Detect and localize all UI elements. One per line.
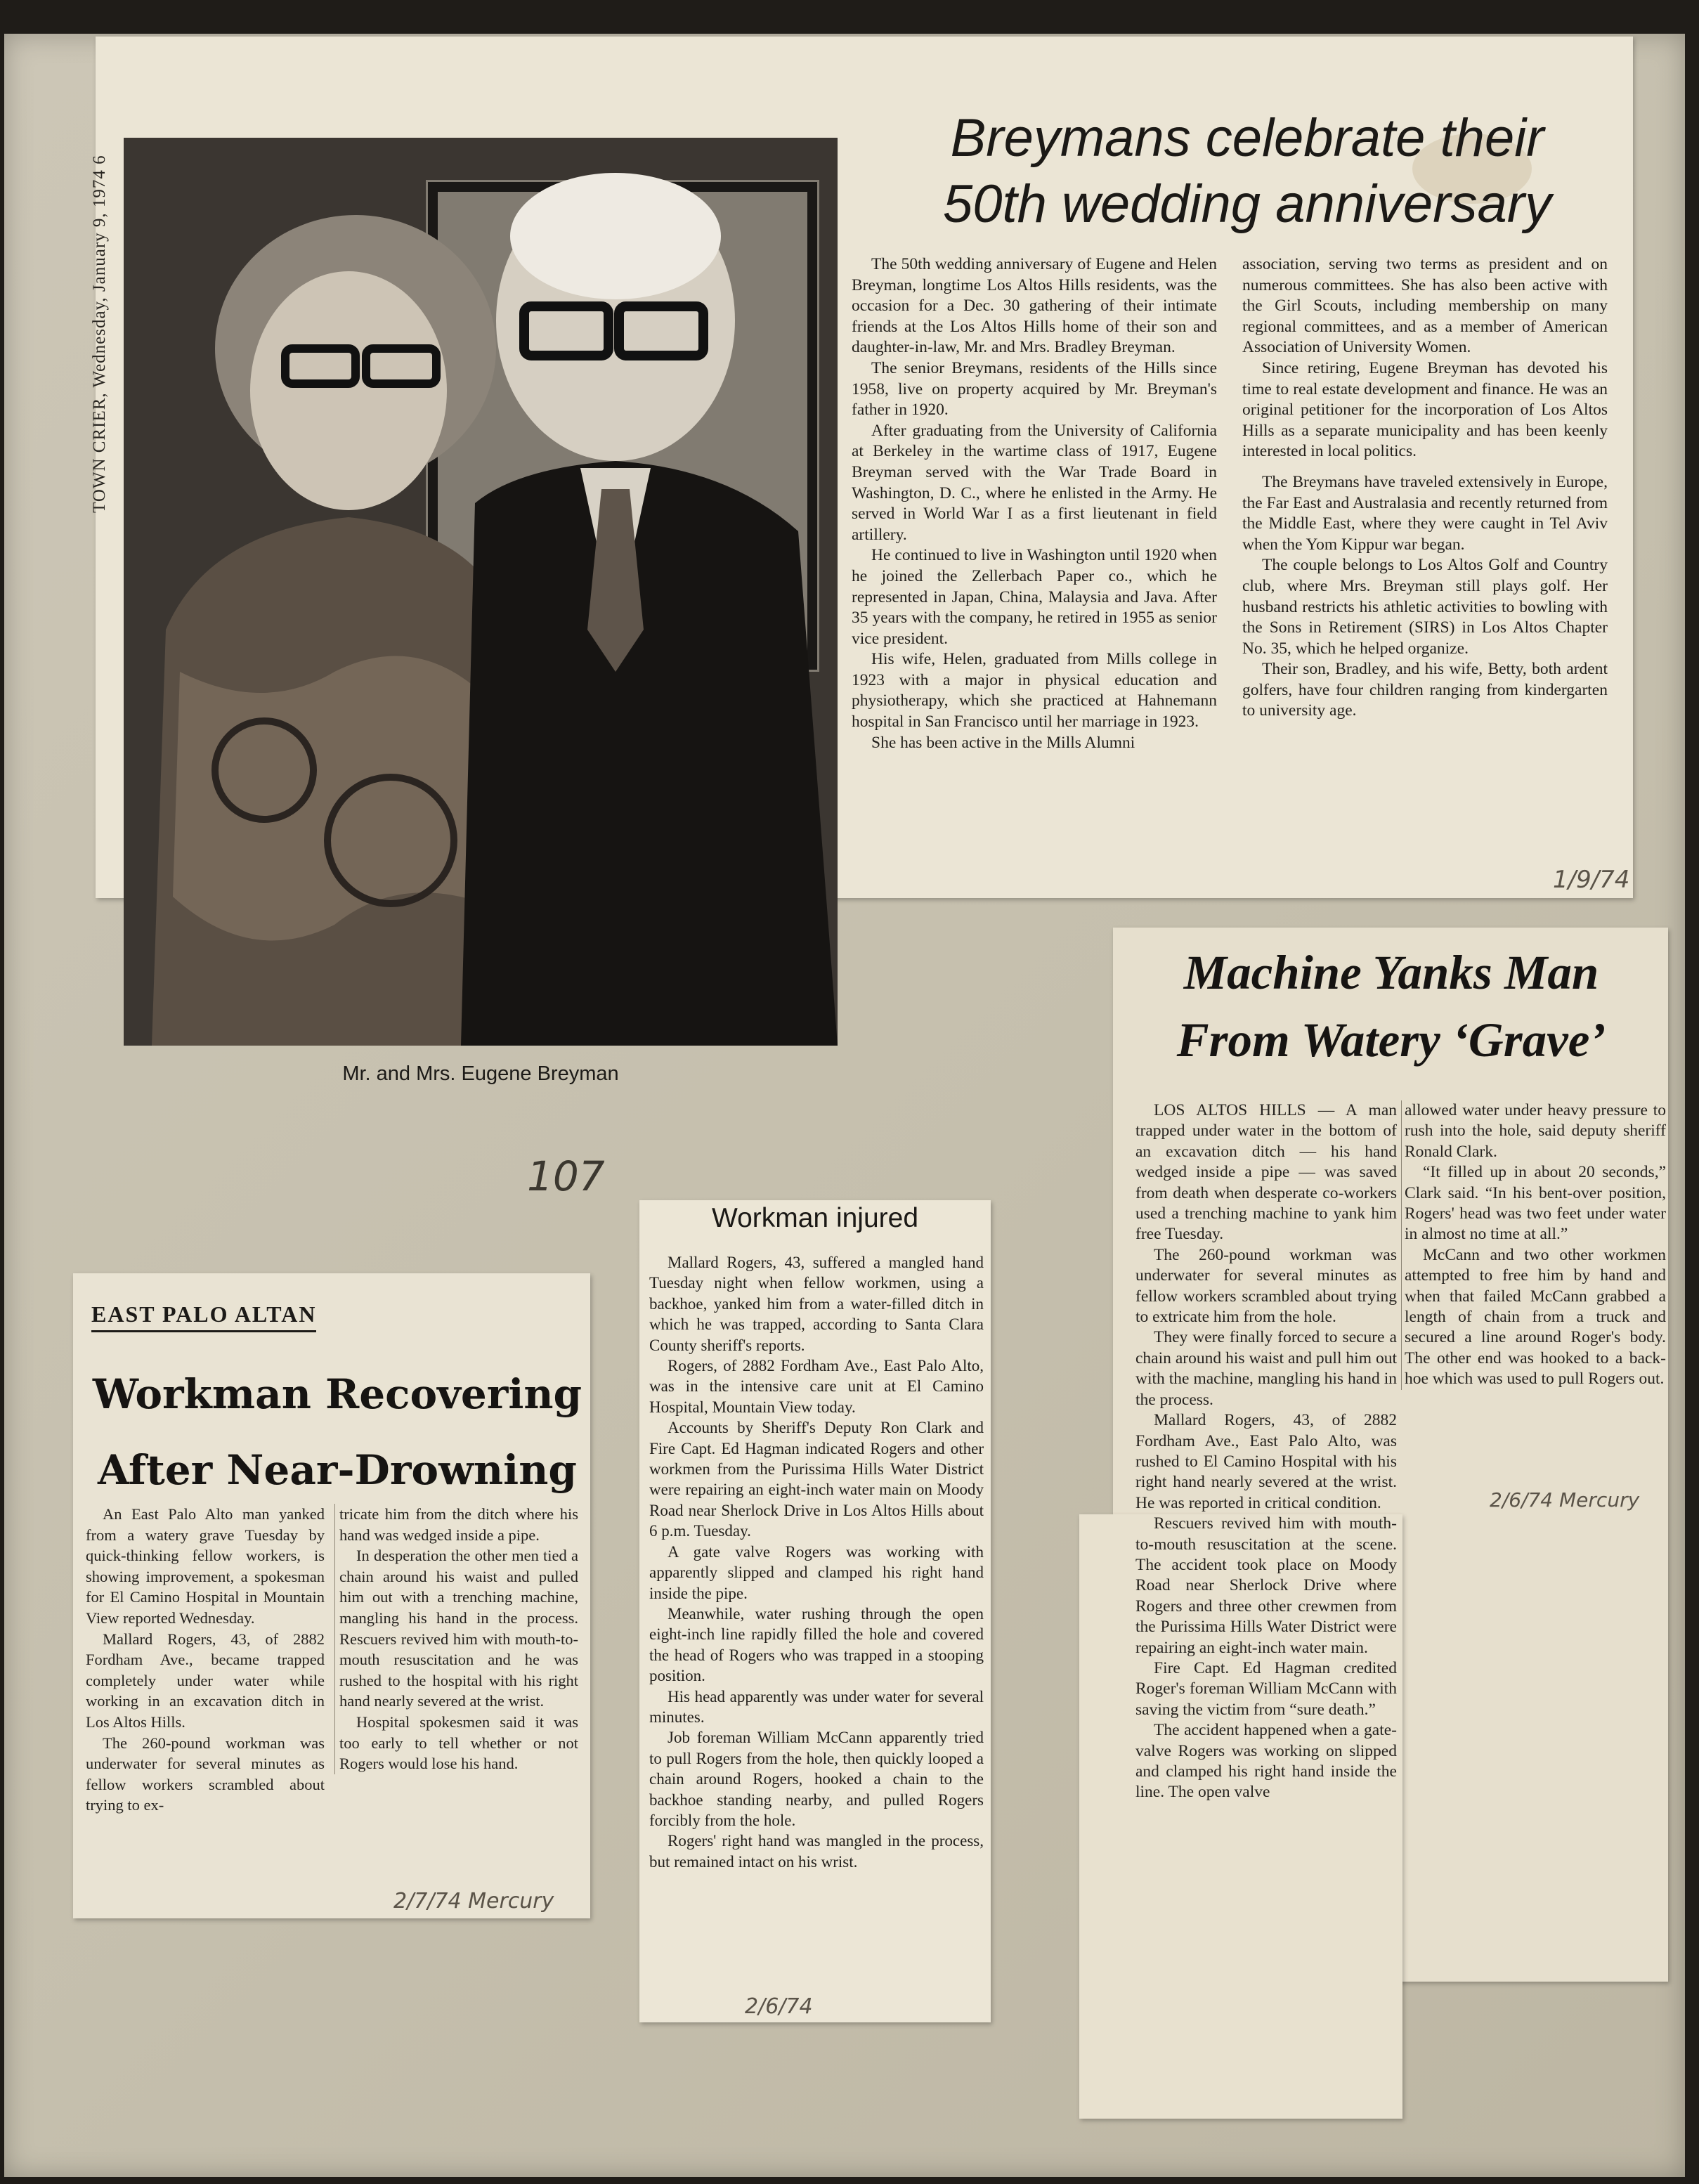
couple-photo — [124, 138, 838, 1046]
breyman-headline — [864, 105, 1630, 238]
paragraph: Rogers, of 2882 Fordham Ave., East Palo Alto, was in the intensive care unit at El Camino Hospital, Mountain View today. — [649, 1357, 984, 1416]
section-kicker: EAST PALO ALTAN — [91, 1301, 316, 1332]
paragraph: The 260-pound workman was underwater for several minutes as fellow workers scrambled about trying to extricate him from the hole. — [1135, 1245, 1397, 1327]
epa-headline-line2: After Near-Drowning — [98, 1446, 577, 1494]
epa-headline-line1: Workman Recovering — [92, 1370, 582, 1418]
paragraph: They were finally forced to secure a chain around his waist and pull him out with the machine, mangling his hand in the process. — [1135, 1328, 1397, 1409]
paragraph: The couple belongs to Los Altos Golf and Country club, where Mrs. Breyman still plays golf. Her husband restricts his athletic activities to bowling with the Sons in Retirement (SIRS) in Los Altos Chapter No. 35, which he helped organize. — [1242, 556, 1608, 658]
paragraph: After graduating from the University of California at Berkeley in the wartime class of 1917, Eugene Breyman served with the War Trade Board in Washington, D. C., where he enlisted in the Army. He served in World War I as a first lieutenant in field artillery. — [852, 421, 1217, 544]
dateline: TOWN CRIER, Wednesday, January 9, 1974 6 — [90, 155, 109, 513]
breyman-handwritten-date: 1/9/74 — [1553, 866, 1630, 894]
epa-column-1 — [86, 1504, 325, 1816]
paragraph: She has been active in the Mills Alumni — [871, 733, 1135, 752]
breyman-headline-line1: Breymans celebrate their — [950, 108, 1544, 168]
paragraph: The accident happened when a gate-valve Rogers was working on slipped and clamped his right hand inside the line. The open valve — [1135, 1721, 1397, 1802]
paragraph: A gate valve Rogers was working with apparently slipped and clamped his right hand inside the pipe. — [649, 1542, 984, 1602]
workman-injured-handwritten-date: 2/6/74 — [745, 1994, 813, 2019]
epa-handwritten-note: 2/7/74 Mercury — [393, 1889, 554, 1913]
breyman-column-1 — [852, 254, 1217, 753]
paragraph: Accounts by Sheriff's Deputy Ron Clark and Fire Capt. Ed Hagman indicated Rogers and other workmen from the Purissima Hills Water District were repairing an eight-inch water main on Moody Road near Sherlock Drive in Los Altos Hills about 6 p.m. Tuesday. — [649, 1419, 984, 1540]
page-number: 107 — [527, 1152, 605, 1200]
paragraph: association, serving two terms as president and on numerous committees. She has also been active with the Girl Scouts, including membership on many regional committees, and as a member of American Association of University Women. — [1242, 255, 1608, 357]
paragraph: tricate him from the ditch where his hand was wedged inside a pipe. — [339, 1505, 578, 1544]
paragraph: Rogers' right hand was mangled in the process, but remained intact on his wrist. — [649, 1832, 984, 1871]
paragraph: Fire Capt. Ed Hagman credited Roger's foreman William McCann with saving the victim from “sure death.” — [1135, 1658, 1397, 1719]
paragraph: Hospital spokesmen said it was too early to tell whether or not Rogers would lose his hand. — [339, 1712, 578, 1773]
paragraph: Job foreman William McCann apparently tried to pull Rogers from the hole, then quickly looped a chain around Rogers, hooked a chain to the backhoe standing nearby, and pulled Rogers forcibly from the hole. — [649, 1729, 984, 1829]
machine-yanks-column-1 — [1135, 1100, 1397, 1803]
paragraph: Mallard Rogers, 43, of 2882 Fordham Ave., East Palo Alto, was rushed to El Camino Hospital with his right hand nearly severed at the wrist. He was reported in critical condition. — [1135, 1411, 1397, 1512]
paragraph: LOS ALTOS HILLS — A man trapped under water in the bottom of an excavation ditch — his hand wedged inside a pipe — was saved from death when desperate co-workers used a trenching machine to yank him free Tuesday. — [1135, 1101, 1397, 1244]
paragraph: The 50th wedding anniversary of Eugene and Helen Breyman, longtime Los Altos Hills residents, was the occasion for a Dec. 30 gathering of their intimate friends at the Los Altos Hills home of their son and daughter-in-law, Mr. and Mrs. Bradley Breyman. — [852, 255, 1217, 357]
paragraph: allowed water under heavy pressure to rush into the hole, said deputy sheriff Ronald Clark. — [1405, 1101, 1666, 1161]
epa-column-2 — [334, 1504, 578, 1774]
paragraph: Their son, Bradley, and his wife, Betty, both ardent golfers, have four children ranging from kindergarten to university age. — [1242, 660, 1608, 720]
paragraph: Mallard Rogers, 43, suffered a mangled hand Tuesday night when fellow workmen, using a backhoe, yanked him from a water-filled ditch in which he was trapped, according to Santa Clara County sheriff's reports. — [649, 1254, 984, 1354]
paragraph: His wife, Helen, graduated from Mills college in 1923 with a major in physical education and physiotherapy, which she practiced at Hahnemann hospital in San Francisco until her marriage in 1923. — [852, 650, 1217, 732]
paragraph: He continued to live in Washington until 1920 when he joined the Zellerbach Paper co., which he represented in Japan, China, Malaysia and Java. After 35 years with the company, he retired in 1955 as senior vice president. — [852, 546, 1217, 648]
paragraph: Since retiring, Eugene Breyman has devoted his time to real estate development and finance. He was an original petitioner for the incorporation of Los Altos Hills as a separate municipality and has been keenly interested in local politics. — [1242, 358, 1608, 461]
breyman-headline-line2: 50th wedding anniversary — [942, 174, 1552, 234]
paragraph: Mallard Rogers, 43, of 2882 Fordham Ave., became trapped completely under water while working in an excavation ditch in Los Altos Hills. — [86, 1630, 325, 1731]
paragraph: Meanwhile, water rushing through the open eight-inch line rapidly filled the hole and covered the head of Rogers who was trapped in a stooping position. — [649, 1604, 984, 1685]
machine-yanks-headline-line1: Machine Yanks Man — [1183, 946, 1599, 999]
breyman-column-2 — [1242, 254, 1608, 722]
paragraph: Rescuers revived him with mouth-to-mouth resuscitation at the scene. The accident took place on Moody Road near Sherlock Drive where Rogers and three other crewmen from the Purissima Hills Water District were repairing an eight-inch water main. — [1135, 1514, 1397, 1657]
photo-caption: Mr. and Mrs. Eugene Breyman — [342, 1062, 619, 1085]
paragraph: McCann and two other workmen attempted to free him by hand and when that failed McCann grabbed a length of chain from a truck and secured a line around Roger's body. The other end was hooked to a back-hoe which was used to pull Rogers out. — [1405, 1245, 1666, 1389]
epa-headline — [84, 1356, 590, 1508]
paragraph: The senior Breymans, residents of the Hills since 1958, live on property acquired by Mr. Breyman's father in 1920. — [852, 358, 1217, 420]
workman-injured-body — [649, 1252, 984, 1872]
paragraph: In desperation the other men tied a chain around his waist and pulled him out with a trenching machine, mangling his hand in the process. Rescuers revived him with mouth-to-mouth resuscitation and he was rushed to the hospital with his right hand nearly severed at the wrist. — [339, 1547, 578, 1710]
machine-yanks-headline-line2: From Watery ‘Grave’ — [1176, 1013, 1606, 1067]
machine-yanks-headline — [1117, 939, 1665, 1074]
paragraph: The 260-pound workman was underwater for several minutes as fellow workers scrambled about trying to ex- — [86, 1734, 325, 1814]
machine-yanks-handwritten-note: 2/6/74 Mercury — [1490, 1488, 1640, 1512]
paragraph: The Breymans have traveled extensively in Europe, the Far East and Australasia and recently returned from the Middle East, where they were caught in Tel Aviv when the Yom Kippur war began. — [1242, 472, 1608, 554]
workman-injured-headline: Workman injured — [711, 1203, 919, 1233]
machine-yanks-column-2 — [1401, 1100, 1666, 1390]
paragraph: His head apparently was under water for several minutes. — [649, 1687, 984, 1726]
paragraph: An East Palo Alto man yanked from a watery grave Tuesday by quick-thinking fellow workers, is showing improvement, a spokesman for El Camino Hospital in Mountain View reported Wednesday. — [86, 1505, 325, 1627]
paragraph: “It filled up in about 20 seconds,” Clark said. “In his bent-over position, Rogers' head was two feet under water in almost no time at all.” — [1405, 1163, 1666, 1244]
